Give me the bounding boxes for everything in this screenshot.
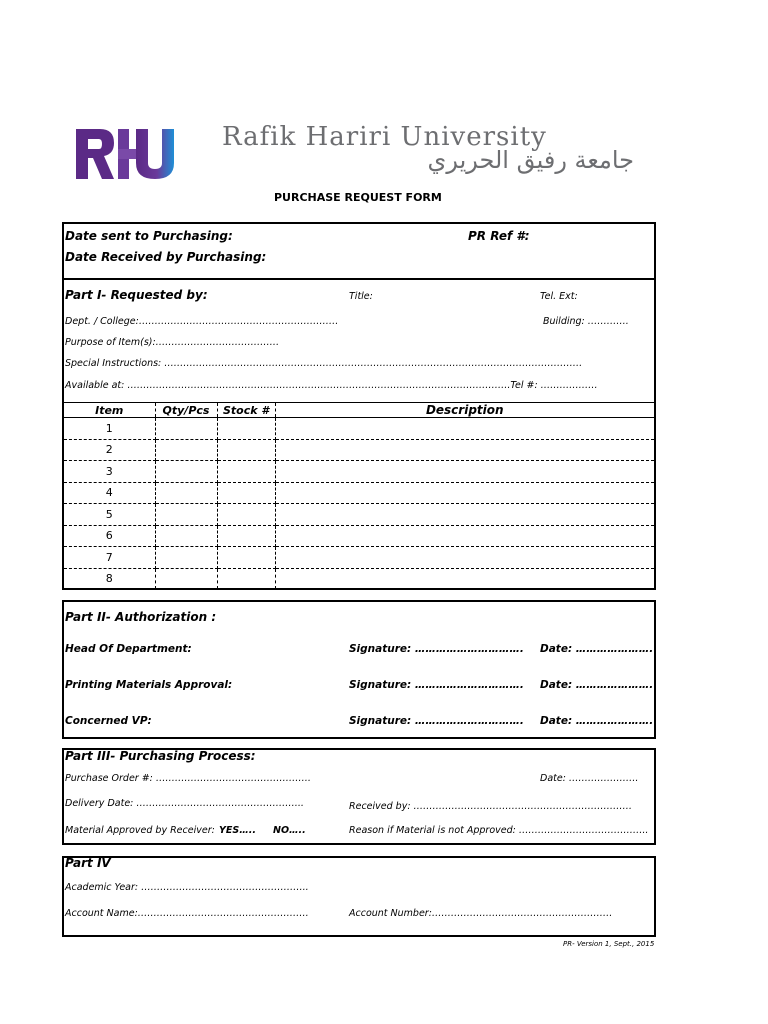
item-number: 5 — [64, 504, 155, 526]
yes-option[interactable]: YES….. — [219, 825, 256, 836]
purchase-order-field[interactable]: Purchase Order #: …………………………………………. — [65, 773, 311, 784]
table-row — [64, 568, 654, 589]
concerned-vp-label: Concerned VP: — [65, 715, 152, 727]
date-received-label: Date Received by Purchasing: — [65, 250, 267, 264]
part3-heading: Part III- Purchasing Process: — [65, 749, 256, 763]
part4-heading: Part IV — [65, 856, 111, 870]
pr-ref-label: PR Ref #: — [468, 229, 530, 243]
qty-cell[interactable] — [155, 525, 217, 547]
stock-cell[interactable] — [217, 547, 275, 569]
building-field[interactable]: Building: …………. — [543, 316, 629, 327]
stock-cell[interactable] — [217, 504, 275, 526]
description-cell[interactable] — [275, 482, 654, 504]
university-name-english: Rafik Hariri University — [222, 122, 547, 152]
academic-year-field[interactable]: Academic Year: …………………………………………….. — [65, 882, 309, 893]
item-number: 6 — [64, 525, 155, 547]
special-instructions-field[interactable]: Special Instructions: …………………………………………………………………………………………………………………… — [65, 358, 583, 369]
printing-approval-label: Printing Materials Approval: — [65, 679, 233, 691]
delivery-date-field[interactable]: Delivery Date: …………………………………………….. — [65, 798, 304, 809]
item-number: 8 — [64, 568, 155, 589]
head-of-department-label: Head Of Department: — [65, 643, 192, 655]
hod-date-field[interactable]: Date: …………………. — [540, 643, 654, 655]
no-option[interactable]: NO….. — [273, 825, 306, 836]
university-name-arabic: جامعة رفيق الحريري — [427, 146, 634, 174]
item-number: 7 — [64, 547, 155, 569]
item-number: 4 — [64, 482, 155, 504]
qty-cell[interactable] — [155, 418, 217, 440]
hod-signature-field[interactable]: Signature: …………………………. — [349, 643, 524, 655]
table-row — [64, 525, 654, 547]
description-cell[interactable] — [275, 568, 654, 589]
description-col-header: Description — [275, 403, 654, 418]
part2-heading: Part II- Authorization : — [65, 610, 217, 624]
stock-col-header: Stock # — [217, 403, 275, 418]
reason-not-approved-field[interactable]: Reason if Material is not Approved: ………………………………….. — [349, 825, 649, 836]
qty-cell[interactable] — [155, 547, 217, 569]
stock-cell[interactable] — [217, 418, 275, 440]
description-cell[interactable] — [275, 525, 654, 547]
stock-cell[interactable] — [217, 482, 275, 504]
rhu-logo-mark — [74, 127, 178, 181]
printing-signature-field[interactable]: Signature: …………………………. — [349, 679, 524, 691]
purpose-field[interactable]: Purpose of Item(s):………………………………… — [65, 337, 280, 348]
received-by-field[interactable]: Received by: …………………………………………………………… — [349, 801, 633, 812]
material-approved-label: Material Approved by Receiver: — [65, 825, 215, 836]
printing-date-field[interactable]: Date: …………………. — [540, 679, 654, 691]
account-name-field[interactable]: Account Name:……………………………………………… — [65, 908, 309, 919]
table-row — [64, 418, 654, 440]
qty-cell[interactable] — [155, 439, 217, 461]
stock-cell[interactable] — [217, 439, 275, 461]
items-table — [64, 402, 654, 589]
po-date-field[interactable]: Date: …………………. — [540, 773, 639, 784]
tel-ext-label: Tel. Ext: — [540, 291, 578, 302]
qty-cell[interactable] — [155, 482, 217, 504]
table-row — [64, 439, 654, 461]
table-row — [64, 482, 654, 504]
stock-cell[interactable] — [217, 525, 275, 547]
description-cell[interactable] — [275, 547, 654, 569]
items-table-header — [64, 403, 654, 418]
title-label: Title: — [349, 291, 373, 302]
vp-date-field[interactable]: Date: …………………. — [540, 715, 654, 727]
item-number: 2 — [64, 439, 155, 461]
description-cell[interactable] — [275, 418, 654, 440]
table-row — [64, 461, 654, 483]
qty-cell[interactable] — [155, 461, 217, 483]
available-at-field[interactable]: Available at: ………………………………………………………………………………………………………….Tel #: ……………… — [65, 380, 598, 391]
item-number: 3 — [64, 461, 155, 483]
part1-heading: Part I- Requested by: — [65, 288, 208, 302]
qty-cell[interactable] — [155, 504, 217, 526]
stock-cell[interactable] — [217, 568, 275, 589]
description-cell[interactable] — [275, 439, 654, 461]
version-footer: PR- Version 1, Sept., 2015 — [563, 940, 655, 948]
stock-cell[interactable] — [217, 461, 275, 483]
table-row — [64, 547, 654, 569]
part4-box — [62, 856, 656, 937]
item-col-header: Item — [64, 403, 155, 418]
description-cell[interactable] — [275, 504, 654, 526]
description-cell[interactable] — [275, 461, 654, 483]
rhu-logo — [74, 127, 178, 181]
form-title: PURCHASE REQUEST FORM — [274, 191, 442, 204]
dept-college-field[interactable]: Dept. / College:……………………………………………………… — [65, 316, 339, 327]
date-sent-label: Date sent to Purchasing: — [65, 229, 233, 243]
qty-cell[interactable] — [155, 568, 217, 589]
table-row — [64, 504, 654, 526]
vp-signature-field[interactable]: Signature: …………………………. — [349, 715, 524, 727]
item-number: 1 — [64, 418, 155, 440]
account-number-field[interactable]: Account Number:………………………………………………… — [349, 908, 613, 919]
qty-col-header: Qty/Pcs — [155, 403, 217, 418]
